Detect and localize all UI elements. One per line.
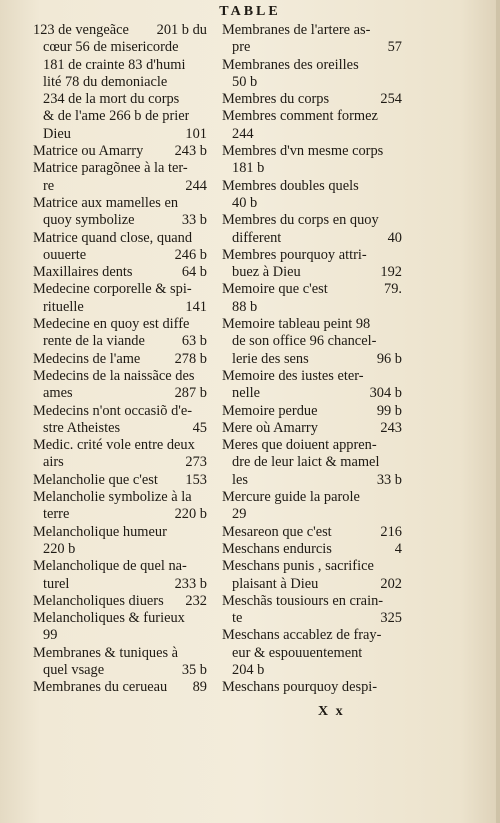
- entry-text: cœur 56 de misericorde: [43, 39, 179, 56]
- entry-text: rituelle: [43, 298, 84, 315]
- index-entry-line: [222, 230, 402, 247]
- page-reference: [398, 333, 402, 350]
- entry-text: nelle: [232, 385, 260, 402]
- page-reference: 57: [387, 39, 402, 56]
- index-entry: [222, 420, 402, 437]
- entry-text: stre Atheistes: [43, 419, 121, 436]
- page-reference: 63 b: [181, 333, 207, 350]
- page-reference: 243: [380, 419, 402, 436]
- entry-text: 220 b: [43, 540, 76, 557]
- page-reference: [398, 195, 402, 212]
- page-reference: [203, 524, 207, 541]
- page-reference: 96 b: [376, 350, 402, 367]
- index-entry-line: [33, 645, 207, 662]
- index-entry-line: [222, 576, 402, 593]
- index-entry: [222, 91, 402, 108]
- index-entry-line: [222, 403, 402, 420]
- index-entry: [33, 679, 207, 696]
- entry-text: Membranes de l'artere as-: [222, 22, 371, 38]
- page-reference: [398, 57, 402, 74]
- index-entry-line: [222, 437, 402, 454]
- entry-text: Meschans endurcis: [222, 540, 332, 557]
- index-entry: [222, 212, 402, 247]
- page-reference: [398, 558, 402, 575]
- page-reference: [203, 281, 207, 298]
- entry-text: Memoire tableau peint 98: [222, 316, 371, 333]
- page-reference: [398, 178, 402, 195]
- page-reference: [398, 506, 402, 523]
- entry-text: Mere où Amarry: [222, 419, 318, 436]
- page-reference: 89: [192, 679, 207, 696]
- entry-text: quel vsage: [43, 661, 105, 678]
- index-entry-line: [222, 247, 402, 264]
- index-entry-line: [33, 576, 207, 593]
- index-entry-line: [33, 178, 207, 195]
- entry-text: 50 b: [232, 73, 258, 90]
- page-reference: 141: [185, 298, 207, 315]
- entry-text: ouuerte: [43, 246, 87, 263]
- page-reference: [398, 160, 402, 177]
- index-entry-line: [222, 679, 402, 696]
- page-reference: [398, 679, 402, 696]
- index-entry-line: [222, 368, 402, 385]
- index-entry-line: [222, 454, 402, 471]
- entry-text: Melancholiques & furieux: [33, 610, 185, 627]
- entry-text: terre: [43, 506, 70, 523]
- page-reference: [398, 645, 402, 662]
- entry-text: & de l'ame 266 b de prier: [43, 108, 190, 125]
- entry-text: Melancholie que c'est: [33, 471, 158, 488]
- index-entry-line: [222, 57, 402, 74]
- entry-text: Membres du corps: [222, 91, 330, 108]
- page-reference: 153: [185, 471, 207, 488]
- page-reference: 99 b: [376, 402, 402, 419]
- entry-text: 99: [43, 627, 58, 644]
- index-entry: [222, 524, 402, 541]
- index-entry: [222, 108, 402, 143]
- index-entry-line: [33, 524, 207, 541]
- index-entry-line: [33, 22, 207, 39]
- entry-text: Medecins n'ont occasiõ d'e-: [33, 402, 193, 419]
- index-entry-line: [33, 593, 207, 610]
- signature-mark: X x: [318, 704, 345, 719]
- index-entry-line: [33, 160, 207, 177]
- index-entry-line: [222, 108, 402, 125]
- entry-text: Membres comment formez: [222, 108, 378, 125]
- index-entry: [33, 316, 207, 351]
- index-entry-line: [222, 558, 402, 575]
- page-reference: 4: [394, 540, 402, 557]
- index-entry-line: [222, 541, 402, 558]
- index-entry: [33, 489, 207, 524]
- entry-text: Memoire perdue: [222, 402, 318, 419]
- index-entry-line: [33, 212, 207, 229]
- index-entry-line: [33, 230, 207, 247]
- index-entry: [222, 489, 402, 524]
- page-edge: [496, 0, 500, 823]
- index-entry-line: [33, 403, 207, 420]
- entry-text: 204 b: [232, 661, 265, 678]
- index-entry: [222, 22, 402, 57]
- page-reference: 278 b: [174, 350, 207, 367]
- page-reference: [398, 316, 402, 333]
- entry-text: Membres pourquoy attri-: [222, 246, 367, 263]
- entry-text: Matrice quand close, quand: [33, 229, 193, 246]
- entry-text: different: [232, 229, 282, 246]
- index-entry-line: [222, 91, 402, 108]
- index-entry: [222, 281, 402, 316]
- entry-text: Medecins de la naissãce des: [33, 367, 195, 384]
- index-entry-line: [222, 160, 402, 177]
- page-reference: [398, 247, 402, 264]
- page-reference: [203, 403, 207, 420]
- index-entry-line: [222, 645, 402, 662]
- entry-text: Membranes des oreilles: [222, 56, 359, 73]
- entry-text: Melancholique humeur: [33, 523, 167, 540]
- index-entry-line: [33, 368, 207, 385]
- page-reference: 33 b: [181, 212, 207, 229]
- entry-text: les: [232, 471, 248, 488]
- entry-text: 123 de vengeãce: [33, 22, 129, 38]
- index-entry: [222, 143, 402, 178]
- index-entry-line: [33, 489, 207, 506]
- page-reference: [203, 230, 207, 247]
- entry-text: ames: [43, 385, 73, 402]
- entry-text: Meschans accablez de fray-: [222, 627, 382, 644]
- page-reference: 304 b: [369, 385, 402, 402]
- index-entry: [33, 610, 207, 645]
- entry-text: Memoire que c'est: [222, 281, 328, 298]
- entry-text: Membres du corps en quoy: [222, 212, 379, 229]
- page-reference: [398, 593, 402, 610]
- index-entry-line: [33, 610, 207, 627]
- entry-text: buez à Dieu: [232, 264, 301, 281]
- entry-text: Membranes du cerueau: [33, 679, 168, 696]
- index-entry-line: [222, 299, 402, 316]
- entry-text: quoy symbolize: [43, 212, 135, 229]
- page-reference: [398, 437, 402, 454]
- entry-text: Mesareon que c'est: [222, 523, 332, 540]
- entry-text: Membranes & tuniques à: [33, 644, 179, 661]
- index-entry-line: [33, 541, 207, 558]
- index-entry: [33, 230, 207, 265]
- page-reference: [398, 126, 402, 143]
- index-entry-line: [33, 454, 207, 471]
- page-reference: [203, 39, 207, 56]
- index-entry-line: [222, 385, 402, 402]
- index-entry-line: [222, 333, 402, 350]
- page-reference: [203, 57, 207, 74]
- page-reference: [398, 489, 402, 506]
- page-reference: [203, 437, 207, 454]
- index-entry-line: [33, 506, 207, 523]
- index-entry-line: [222, 39, 402, 56]
- index-entry: [222, 679, 402, 696]
- entry-text: Medecins de l'ame: [33, 350, 141, 367]
- index-entry: [222, 57, 402, 92]
- entry-text: Matrice ou Amarry: [33, 143, 144, 160]
- entry-text: Medecine en quoy est diffe: [33, 316, 190, 333]
- index-entry-line: [222, 74, 402, 91]
- index-entry-line: [222, 351, 402, 368]
- page-reference: [398, 454, 402, 471]
- page-reference: 201 b du: [156, 22, 207, 38]
- page-reference: [203, 627, 207, 644]
- page-reference: 33 b: [376, 471, 402, 488]
- index-entry-line: [222, 264, 402, 281]
- index-entry: [222, 247, 402, 282]
- entry-text: Meschãs tousiours en crain-: [222, 592, 384, 609]
- index-entry-line: [33, 351, 207, 368]
- entry-text: Dieu: [43, 125, 71, 142]
- entry-text: Melancholiques diuers: [33, 592, 164, 609]
- page-reference: 243 b: [174, 143, 207, 160]
- page-reference: 220 b: [174, 506, 207, 523]
- page-reference: 287 b: [174, 385, 207, 402]
- running-header: TABLE: [219, 4, 281, 19]
- entry-text: Medecine corporelle & spi-: [33, 281, 192, 298]
- entry-text: 244: [232, 125, 254, 142]
- page-reference: 35 b: [181, 661, 207, 678]
- index-entry-line: [222, 316, 402, 333]
- entry-text: dre de leur laict & mamel: [232, 454, 380, 471]
- entry-text: 234 de la mort du corps: [43, 91, 180, 108]
- index-entry-line: [222, 126, 402, 143]
- index-entry-line: [33, 281, 207, 298]
- index-entry-line: [33, 662, 207, 679]
- page-reference: 233 b: [174, 575, 207, 592]
- page-reference: [398, 22, 402, 39]
- index-column-left: [33, 22, 207, 697]
- index-entry: [222, 368, 402, 403]
- index-entry-line: [222, 195, 402, 212]
- index-entry: [33, 264, 207, 281]
- index-entry: [33, 195, 207, 230]
- index-entry-line: [33, 333, 207, 350]
- index-entry-line: [222, 420, 402, 437]
- index-entry: [33, 472, 207, 489]
- entry-text: 40 b: [232, 194, 258, 211]
- page-reference: 244: [185, 177, 207, 194]
- page-reference: [398, 143, 402, 160]
- index-entry-line: [33, 74, 207, 91]
- index-entry: [33, 160, 207, 195]
- page-reference: [398, 662, 402, 679]
- index-entry: [222, 437, 402, 489]
- page-reference: 202: [380, 575, 402, 592]
- index-entry: [33, 437, 207, 472]
- entry-text: 181 de crainte 83 d'humi: [43, 56, 186, 73]
- index-entry-line: [33, 195, 207, 212]
- index-entry-line: [222, 593, 402, 610]
- page-reference: [203, 108, 207, 125]
- index-entry: [33, 593, 207, 610]
- index-entry-line: [222, 178, 402, 195]
- index-entry: [33, 351, 207, 368]
- page-reference: [203, 489, 207, 506]
- index-entry-line: [33, 558, 207, 575]
- entry-text: Medic. crité vole entre deux: [33, 437, 195, 454]
- page-reference: 246 b: [174, 246, 207, 263]
- entry-text: Memoire des iustes eter-: [222, 367, 364, 384]
- index-entry-line: [33, 143, 207, 160]
- index-entry-line: [33, 39, 207, 56]
- index-entry: [33, 645, 207, 680]
- page-reference: 325: [380, 610, 402, 627]
- index-entry-line: [33, 679, 207, 696]
- page-reference: [398, 108, 402, 125]
- page-reference: [203, 645, 207, 662]
- entry-text: Matrice paragõnee à la ter-: [33, 160, 188, 177]
- entry-text: Melancholique de quel na-: [33, 558, 187, 575]
- index-entry-line: [33, 385, 207, 402]
- entry-text: rente de la viande: [43, 333, 145, 350]
- page-reference: 79.: [384, 281, 402, 298]
- index-entry-line: [222, 506, 402, 523]
- index-entry: [222, 178, 402, 213]
- page-reference: [398, 368, 402, 385]
- page-reference: 216: [380, 523, 402, 540]
- index-entry: [222, 316, 402, 368]
- entry-text: pre: [232, 39, 251, 56]
- index-entry-line: [33, 264, 207, 281]
- index-entry-line: [33, 627, 207, 644]
- page-reference: [398, 212, 402, 229]
- index-entry-line: [222, 212, 402, 229]
- entry-text: Melancholie symbolize à la: [33, 489, 192, 506]
- entry-text: Mercure guide la parole: [222, 489, 360, 506]
- entry-text: lerie des sens: [232, 350, 309, 367]
- index-entry-line: [33, 420, 207, 437]
- index-entry: [33, 143, 207, 160]
- page-reference: [203, 160, 207, 177]
- index-entry: [222, 627, 402, 679]
- entry-text: Maxillaires dents: [33, 264, 133, 281]
- index-entry-line: [222, 472, 402, 489]
- index-entry-line: [33, 126, 207, 143]
- page-reference: [203, 558, 207, 575]
- index-entry: [222, 593, 402, 628]
- entry-text: 88 b: [232, 298, 258, 315]
- page-reference: 101: [185, 125, 207, 142]
- index-entry-line: [222, 610, 402, 627]
- entry-text: Membres d'vn mesme corps: [222, 143, 384, 160]
- index-entry-line: [33, 91, 207, 108]
- index-entry-line: [33, 247, 207, 264]
- index-entry-line: [222, 143, 402, 160]
- page-reference: [203, 195, 207, 212]
- index-entry: [33, 524, 207, 559]
- index-entry: [222, 403, 402, 420]
- page-reference: [398, 74, 402, 91]
- page-reference: 254: [380, 91, 402, 108]
- page-reference: 273: [185, 454, 207, 471]
- index-entry: [33, 558, 207, 593]
- index-entry-line: [33, 316, 207, 333]
- index-entry-line: [222, 489, 402, 506]
- page-reference: 45: [192, 419, 207, 436]
- index-entry-line: [222, 524, 402, 541]
- entry-text: eur & espouuentement: [232, 644, 363, 661]
- page-reference: 232: [185, 592, 207, 609]
- index-entry-line: [222, 662, 402, 679]
- index-entry-line: [33, 108, 207, 125]
- index-entry: [33, 281, 207, 316]
- entry-text: Meres que doiuent appren-: [222, 437, 377, 454]
- entry-text: Meschans pourquoy despi-: [222, 679, 378, 696]
- index-entry-line: [33, 57, 207, 74]
- entry-text: re: [43, 177, 55, 194]
- index-column-right: [222, 22, 402, 697]
- page-reference: 64 b: [181, 264, 207, 281]
- index-entry-line: [33, 299, 207, 316]
- entry-text: Matrice aux mamelles en: [33, 194, 179, 211]
- entry-text: airs: [43, 454, 64, 471]
- index-entry: [33, 368, 207, 403]
- page-reference: [203, 541, 207, 558]
- entry-text: lité 78 du demoniacle: [43, 73, 168, 90]
- index-entry: [33, 403, 207, 438]
- entry-text: te: [232, 610, 243, 627]
- index-entry-line: [222, 627, 402, 644]
- page-reference: [203, 368, 207, 385]
- entry-text: plaisant à Dieu: [232, 575, 319, 592]
- page-reference: [398, 299, 402, 316]
- entry-text: 181 b: [232, 160, 265, 177]
- page-reference: [203, 74, 207, 91]
- index-entry-line: [33, 437, 207, 454]
- index-entry-line: [222, 22, 402, 39]
- page-reference: [203, 91, 207, 108]
- entry-text: de son office 96 chancel-: [232, 333, 377, 350]
- page-reference: 192: [380, 264, 402, 281]
- entry-text: Meschans punis , sacrifice: [222, 558, 374, 575]
- page-reference: [398, 627, 402, 644]
- entry-text: turel: [43, 575, 70, 592]
- page-reference: 40: [387, 229, 402, 246]
- entry-text: 29: [232, 506, 247, 523]
- index-entry-line: [33, 472, 207, 489]
- index-entry: [33, 22, 207, 143]
- index-entry-line: [222, 281, 402, 298]
- page-reference: [203, 316, 207, 333]
- index-entry: [222, 558, 402, 593]
- index-entry: [222, 541, 402, 558]
- page-reference: [203, 610, 207, 627]
- entry-text: Membres doubles quels: [222, 177, 359, 194]
